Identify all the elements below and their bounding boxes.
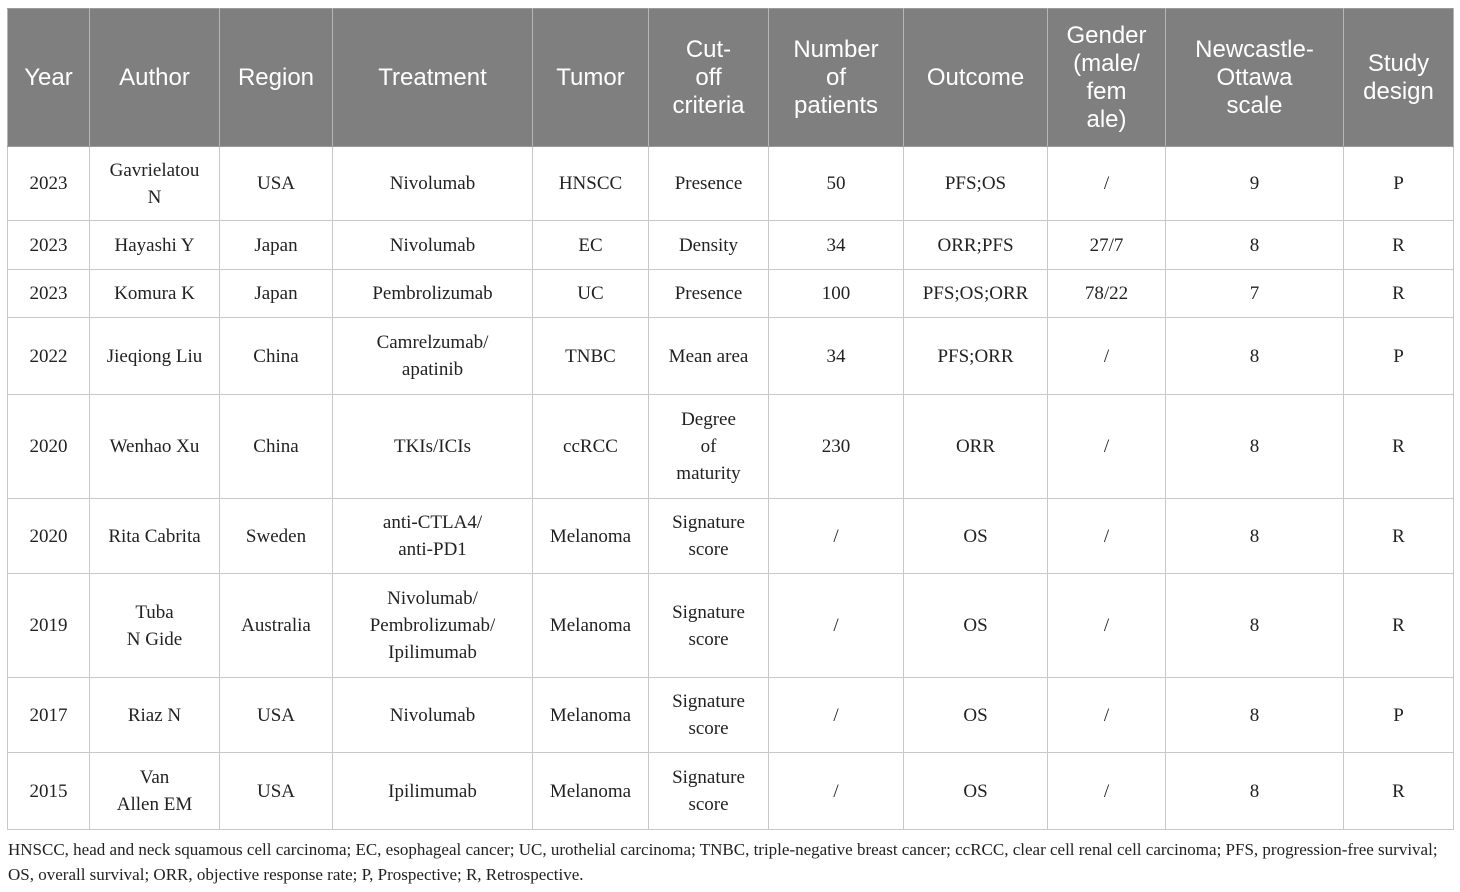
column-header: Treatment	[333, 9, 533, 147]
table-cell: Jieqiong Liu	[90, 318, 220, 395]
table-cell: 2020	[8, 395, 90, 499]
table-cell: USA	[220, 753, 333, 830]
column-header: Author	[90, 9, 220, 147]
table-cell: /	[1048, 574, 1166, 678]
table-cell: Van Allen EM	[90, 753, 220, 830]
table-cell: Degree of maturity	[649, 395, 769, 499]
table-cell: Mean area	[649, 318, 769, 395]
column-header: Tumor	[533, 9, 649, 147]
table-cell: Wenhao Xu	[90, 395, 220, 499]
table-cell: USA	[220, 678, 333, 753]
table-cell: Nivolumab	[333, 221, 533, 270]
table-cell: OS	[904, 678, 1048, 753]
table-cell: Signature score	[649, 678, 769, 753]
column-header: Number of patients	[769, 9, 904, 147]
table-cell: PFS;OS;ORR	[904, 270, 1048, 318]
table-cell: Australia	[220, 574, 333, 678]
table-cell: China	[220, 318, 333, 395]
table-cell: TNBC	[533, 318, 649, 395]
table-cell: 2015	[8, 753, 90, 830]
table-row	[8, 318, 1454, 395]
table-cell: USA	[220, 147, 333, 221]
table-cell: Melanoma	[533, 499, 649, 574]
column-header: Cut- off criteria	[649, 9, 769, 147]
table-cell: 2017	[8, 678, 90, 753]
table-row	[8, 147, 1454, 221]
table-cell: Nivolumab	[333, 147, 533, 221]
table-cell: Melanoma	[533, 574, 649, 678]
table-cell: 78/22	[1048, 270, 1166, 318]
table-row	[8, 753, 1454, 830]
table-cell: 230	[769, 395, 904, 499]
table-cell: 8	[1166, 221, 1344, 270]
table-cell: 2023	[8, 147, 90, 221]
table-cell: OS	[904, 753, 1048, 830]
column-header: Region	[220, 9, 333, 147]
table-cell: China	[220, 395, 333, 499]
table-cell: /	[1048, 318, 1166, 395]
table-cell: anti-CTLA4/ anti-PD1	[333, 499, 533, 574]
table-cell: 8	[1166, 395, 1344, 499]
table-cell: P	[1344, 318, 1454, 395]
table-cell: 8	[1166, 499, 1344, 574]
table-cell: /	[769, 574, 904, 678]
table-cell: Japan	[220, 221, 333, 270]
table-cell: HNSCC	[533, 147, 649, 221]
column-header: Year	[8, 9, 90, 147]
table-cell: 2023	[8, 221, 90, 270]
table-cell: /	[769, 499, 904, 574]
table-cell: Pembrolizumab	[333, 270, 533, 318]
table-footnote: HNSCC, head and neck squamous cell carcinoma; EC, esophageal cancer; UC, urothelial carcinoma; TNBC, triple-negative breast cancer; ccRCC, clear cell renal cell carcinoma; PFS, progression-free survival; OS, overall survival; ORR, objective response rate; P, Prospective; R, Retrospective.	[8, 840, 1438, 884]
table-cell: Rita Cabrita	[90, 499, 220, 574]
table-cell: R	[1344, 270, 1454, 318]
table-cell: R	[1344, 574, 1454, 678]
table-body	[8, 147, 1454, 830]
table-cell: OS	[904, 574, 1048, 678]
table-cell: /	[1048, 753, 1166, 830]
table-cell: 2022	[8, 318, 90, 395]
table-cell: /	[1048, 678, 1166, 753]
table-cell: 2020	[8, 499, 90, 574]
table-cell: Density	[649, 221, 769, 270]
table-row	[8, 395, 1454, 499]
table-cell: /	[769, 678, 904, 753]
table-cell: Sweden	[220, 499, 333, 574]
column-header: Study design	[1344, 9, 1454, 147]
table-cell: TKIs/ICIs	[333, 395, 533, 499]
table-cell: Gavrielatou N	[90, 147, 220, 221]
table-cell: Japan	[220, 270, 333, 318]
table-cell: Camrelzumab/ apatinib	[333, 318, 533, 395]
table-cell: Melanoma	[533, 678, 649, 753]
table-cell: Presence	[649, 270, 769, 318]
table-cell: Nivolumab	[333, 678, 533, 753]
table-row	[8, 678, 1454, 753]
table-header-row	[8, 9, 1454, 147]
table-cell: Signature score	[649, 499, 769, 574]
table-row	[8, 499, 1454, 574]
table-cell: PFS;OS	[904, 147, 1048, 221]
table-row	[8, 270, 1454, 318]
table-cell: 2023	[8, 270, 90, 318]
table-cell: 9	[1166, 147, 1344, 221]
table-row	[8, 574, 1454, 678]
table-cell: /	[769, 753, 904, 830]
table-cell: OS	[904, 499, 1048, 574]
table-cell: /	[1048, 395, 1166, 499]
table-cell: Melanoma	[533, 753, 649, 830]
table-cell: Signature score	[649, 753, 769, 830]
table-cell: R	[1344, 753, 1454, 830]
table-cell: Hayashi Y	[90, 221, 220, 270]
table-cell: R	[1344, 221, 1454, 270]
table-cell: Signature score	[649, 574, 769, 678]
table-cell: 8	[1166, 753, 1344, 830]
table-cell: 34	[769, 318, 904, 395]
table-cell: UC	[533, 270, 649, 318]
table-cell: 8	[1166, 678, 1344, 753]
table-cell: 7	[1166, 270, 1344, 318]
table-cell: /	[1048, 499, 1166, 574]
table-cell: 27/7	[1048, 221, 1166, 270]
table-cell: P	[1344, 147, 1454, 221]
table-cell: Presence	[649, 147, 769, 221]
table-cell: Komura K	[90, 270, 220, 318]
table-cell: ccRCC	[533, 395, 649, 499]
table-cell: R	[1344, 499, 1454, 574]
table-cell: PFS;ORR	[904, 318, 1048, 395]
column-header: Outcome	[904, 9, 1048, 147]
table-cell: /	[1048, 147, 1166, 221]
table-cell: 100	[769, 270, 904, 318]
table-cell: P	[1344, 678, 1454, 753]
table-cell: 2019	[8, 574, 90, 678]
table-cell: Riaz N	[90, 678, 220, 753]
table-cell: 34	[769, 221, 904, 270]
table-cell: ORR;PFS	[904, 221, 1048, 270]
column-header: Gender (male/ fem ale)	[1048, 9, 1166, 147]
table-cell: ORR	[904, 395, 1048, 499]
table-cell: EC	[533, 221, 649, 270]
table-cell: Tuba N Gide	[90, 574, 220, 678]
table-row	[8, 221, 1454, 270]
table-cell: R	[1344, 395, 1454, 499]
table-cell: 8	[1166, 574, 1344, 678]
table-cell: Nivolumab/ Pembrolizumab/ Ipilimumab	[333, 574, 533, 678]
table-cell: Ipilimumab	[333, 753, 533, 830]
table-cell: 8	[1166, 318, 1344, 395]
table-cell: 50	[769, 147, 904, 221]
study-table	[7, 8, 1454, 830]
column-header: Newcastle- Ottawa scale	[1166, 9, 1344, 147]
